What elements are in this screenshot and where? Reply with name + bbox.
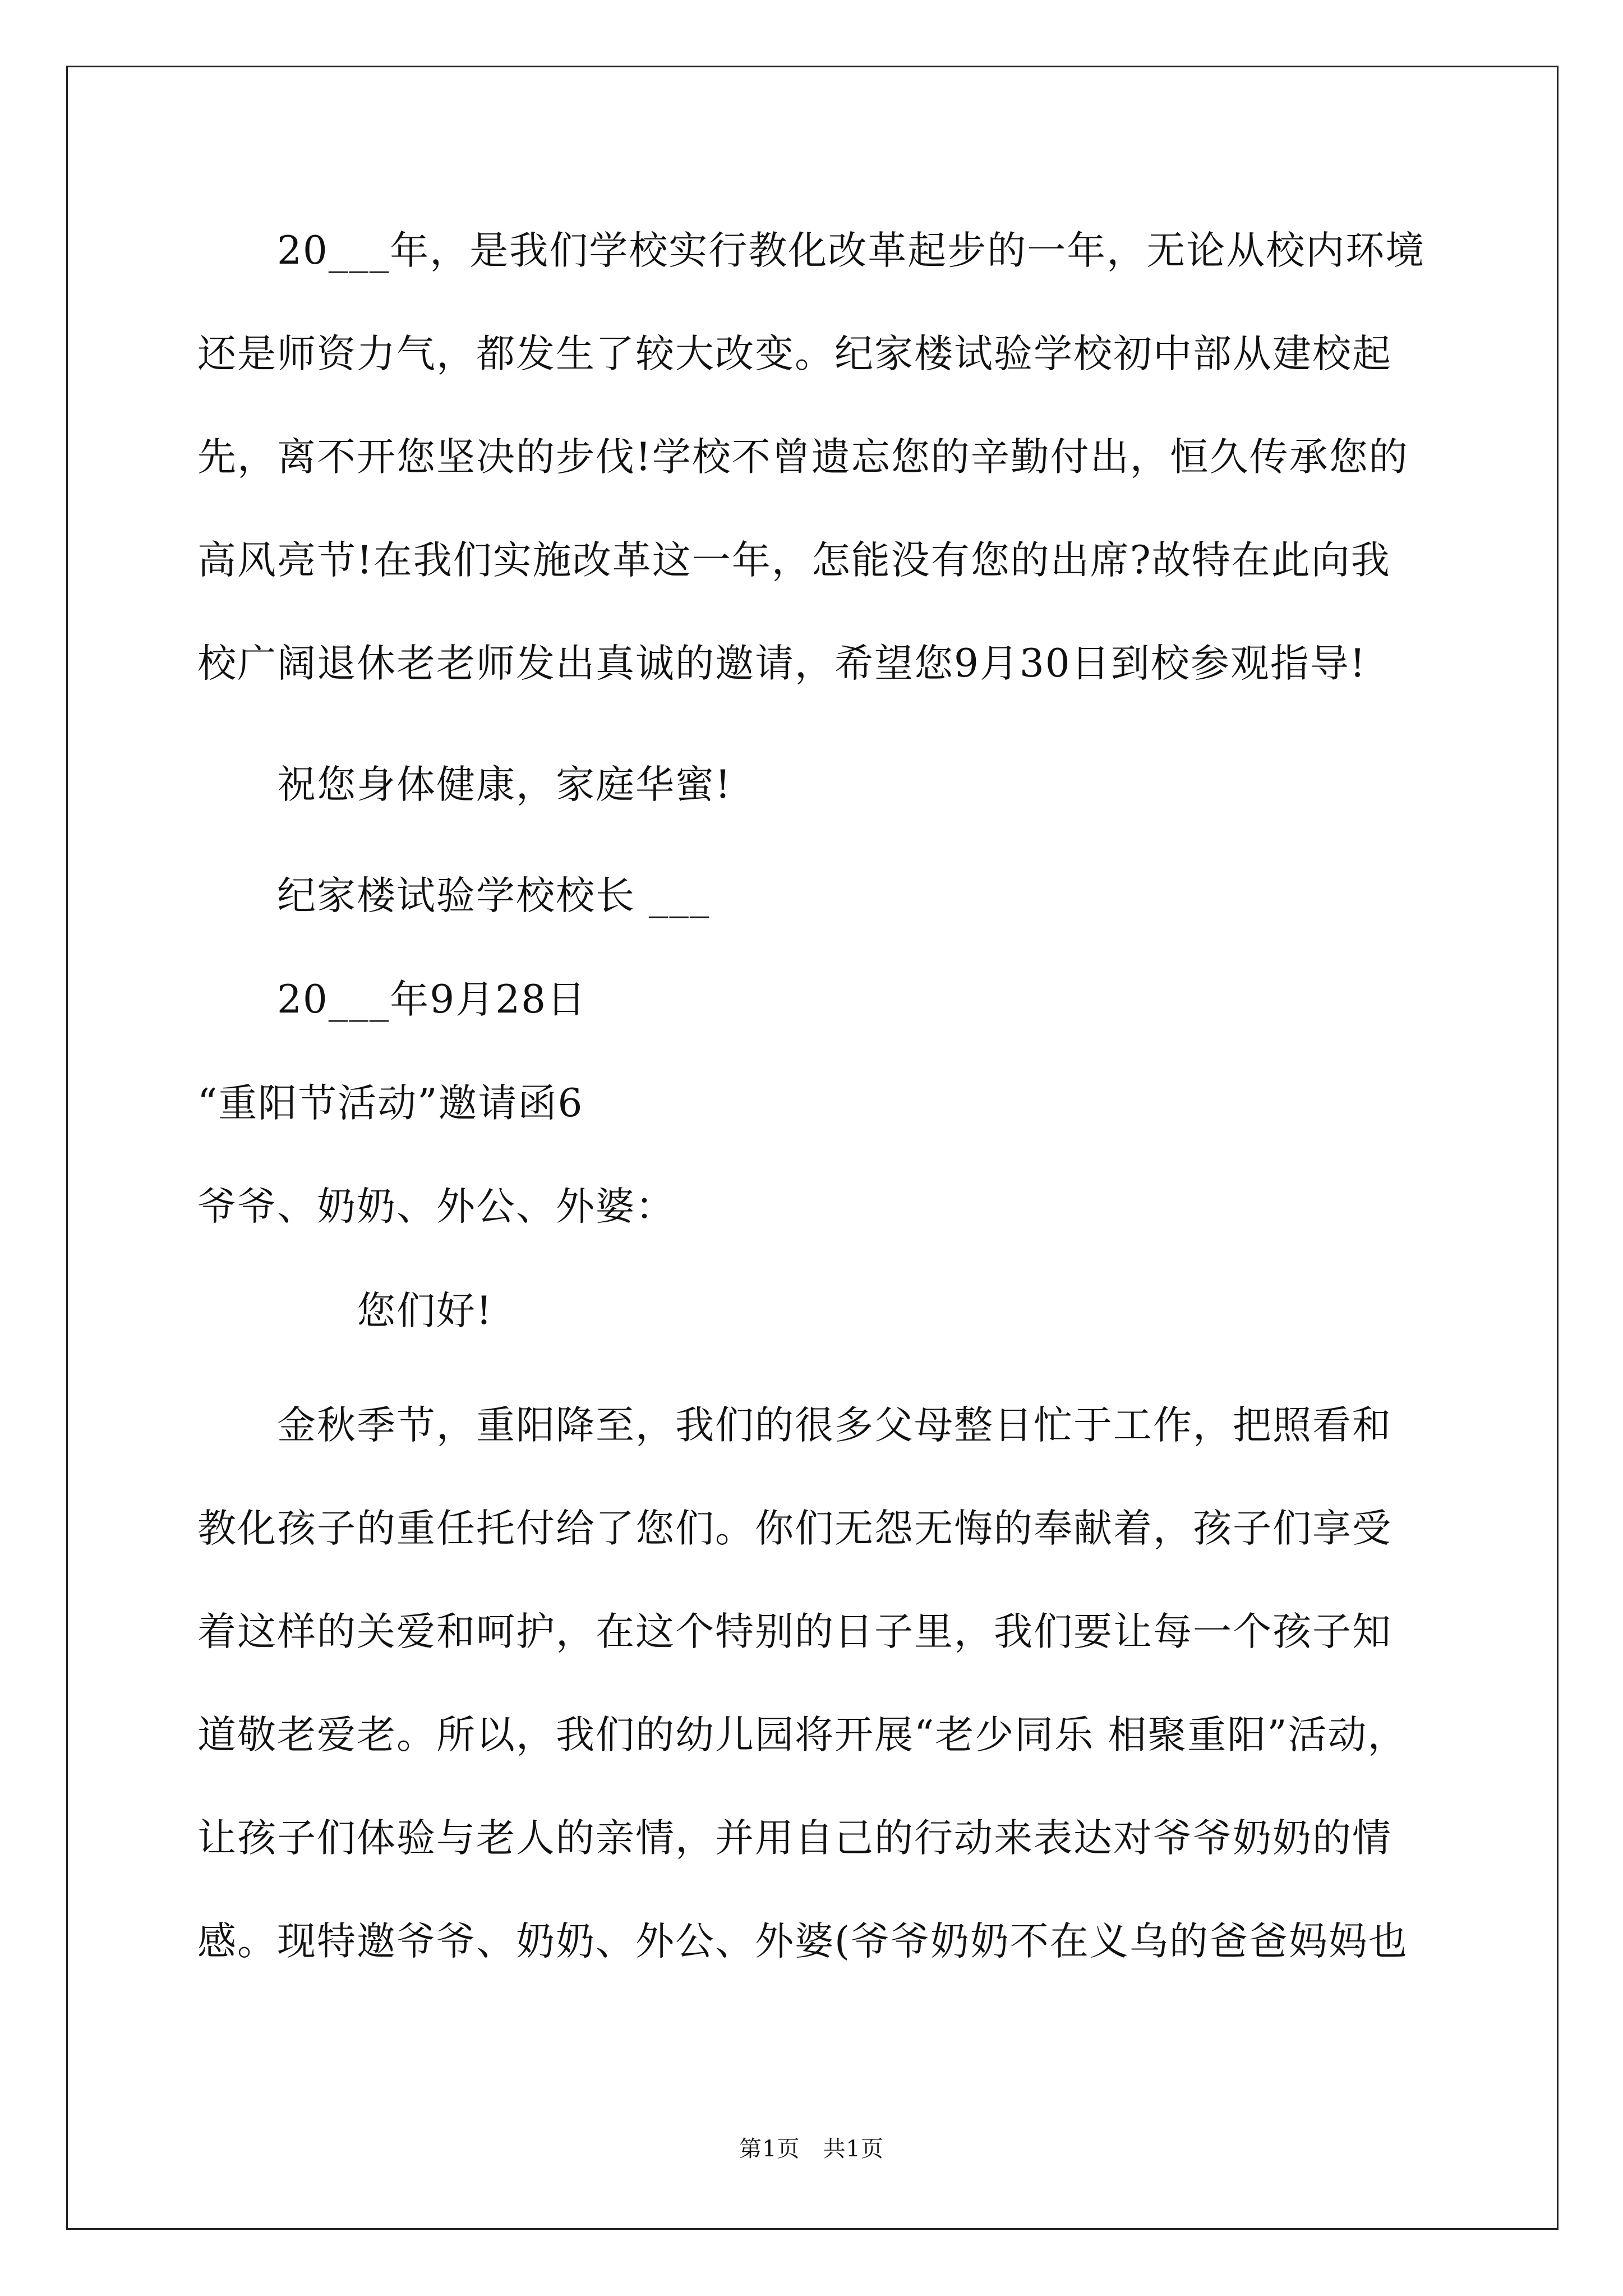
paragraph-line: 着这样的关爱和呵护，在这个特别的日子里，我们要让每一个孩子知: [197, 1609, 1392, 1654]
page-border: [66, 66, 1559, 2230]
paragraph-line: 先，离不开您坚决的步伐!学校不曾遗忘您的辛勤付出，恒久传承您的: [197, 435, 1409, 480]
paragraph-line: 道敬老爱老。所以，我们的幼儿园将开展“老少同乐 相聚重阳”活动，: [197, 1713, 1408, 1757]
section-title: “重阳节活动”邀请函6: [197, 1081, 584, 1126]
signature-line: 纪家楼试验学校校长 ___: [197, 873, 711, 918]
paragraph-line: 校广阔退休老老师发出真诚的邀请，希望您9月30日到校参观指导!: [197, 641, 1367, 686]
paragraph-line: 让孩子们体验与老人的亲情，并用自己的行动来表达对爷爷奶奶的情: [197, 1816, 1392, 1861]
paragraph-line: 教化孩子的重任托付给了您们。你们无怨无悔的奉献着，孩子们享受: [197, 1506, 1392, 1551]
paragraph-line: 20___年，是我们学校实行教化改革起步的一年，无论从校内环境: [197, 228, 1426, 273]
blessing-line: 祝您身体健康，家庭华蜜!: [197, 762, 732, 807]
greeting: 您们好!: [197, 1289, 493, 1333]
page-number-footer: 第1页 共1页: [739, 2136, 884, 2162]
paragraph-line: 还是师资力气，都发生了较大改变。纪家楼试验学校初中部从建校起: [197, 332, 1392, 376]
paragraph-line: 高风亮节!在我们实施改革这一年，怎能没有您的出席?故特在此向我: [197, 538, 1391, 583]
paragraph-line: 金秋季节，重阳降至，我们的很多父母整日忙于工作，把照看和: [197, 1403, 1392, 1448]
date-line: 20___年9月28日: [197, 977, 587, 1022]
salutation: 爷爷、奶奶、外公、外婆：: [197, 1184, 675, 1229]
paragraph-line: 感。现特邀爷爷、奶奶、外公、外婆(爷爷奶奶不在义乌的爸爸妈妈也: [197, 1919, 1408, 1964]
